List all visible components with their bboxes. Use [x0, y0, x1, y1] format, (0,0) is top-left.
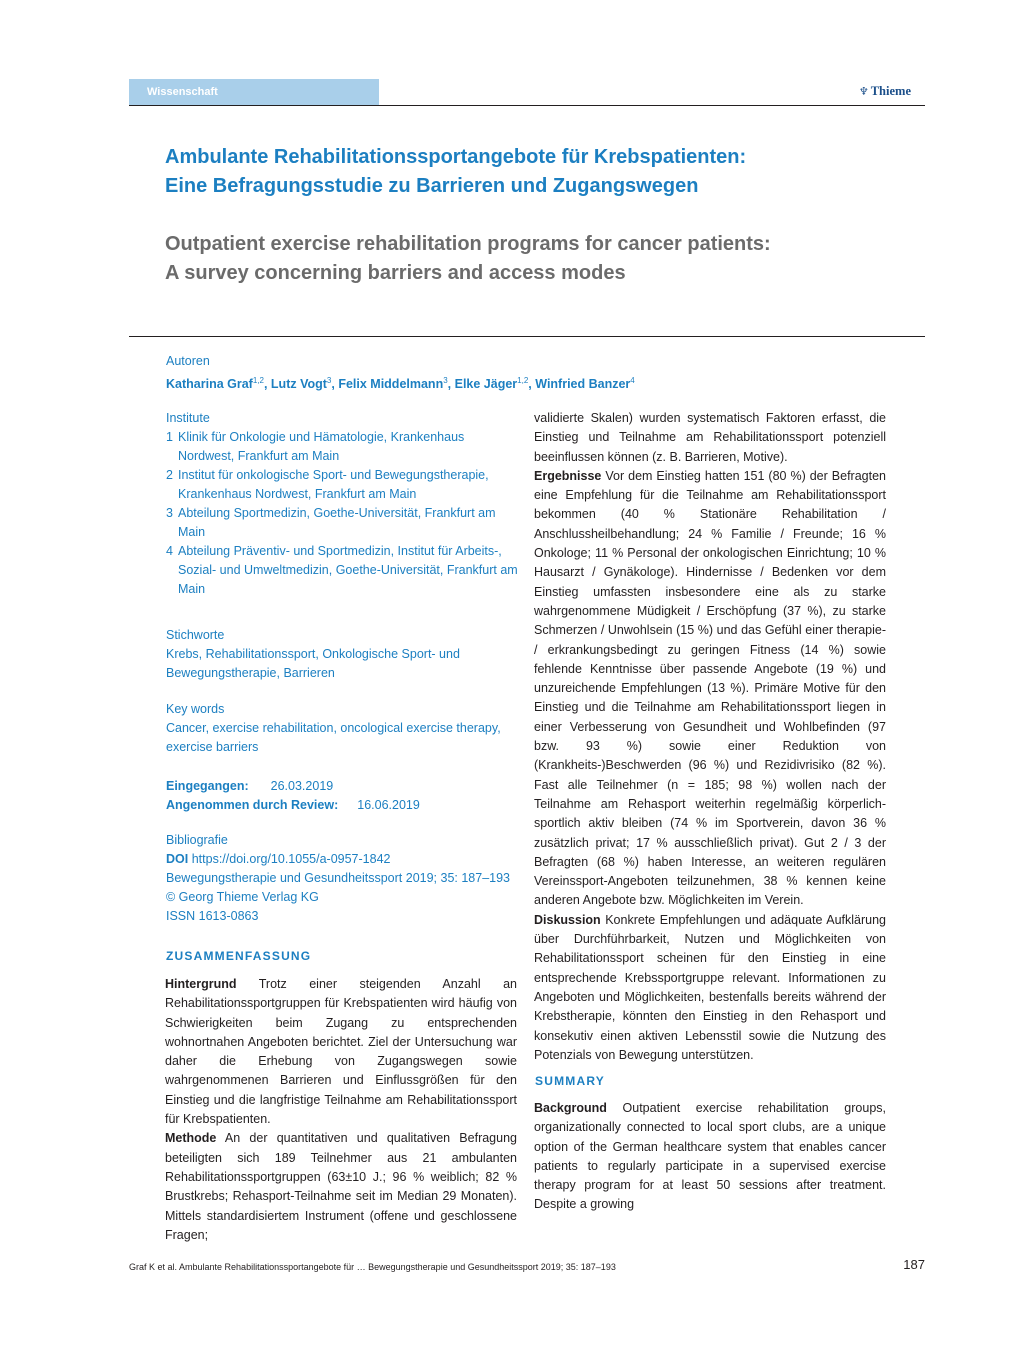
- institutes-label: Institute: [166, 411, 210, 425]
- methode-text: An der quantitativen und qualitativen Befragung beteiligten sich 189 Teilnehmer aus 21 ambulanten Rehabilitationssportgruppen (63±10 J.; 96 % weiblich; 82 % Brustkrebs; Rehasport-Teilnahme seit im Median 29 Monaten). Mittels standardisiertem Instrument (offene und geschlossene Fragen;: [165, 1131, 517, 1242]
- author-list: [166, 371, 686, 394]
- author-separator: ,: [331, 377, 339, 392]
- summary-text: [534, 1099, 886, 1215]
- keywords-en-block: [166, 700, 518, 757]
- hintergrund-label: Hintergrund: [165, 977, 237, 991]
- institute-number: 1: [166, 430, 173, 444]
- authors-block: [166, 352, 686, 394]
- section-label: Wissenschaft: [129, 79, 379, 105]
- publisher-logo: [859, 82, 911, 101]
- diskussion-label: Diskussion: [534, 912, 601, 927]
- author-separator: ,: [447, 377, 455, 392]
- author-name: Felix Middelmann: [338, 377, 444, 392]
- author-name: Katharina Graf: [166, 377, 253, 392]
- english-title-line-2: A survey concerning barriers and access modes: [165, 262, 626, 284]
- keywords-de-label: Stichworte: [166, 628, 225, 642]
- institute-item: [166, 428, 518, 466]
- footer-citation: Graf K et al. Ambulante Rehabilitationssportangebote für … Bewegungstherapie und Gesundheitssport 2019; 35: 187–193: [129, 1262, 616, 1272]
- keywords-en-label: Key words: [166, 702, 225, 716]
- english-title-line-1: Outpatient exercise rehabilitation programs for cancer patients:: [165, 233, 771, 255]
- diskussion-text: Konkrete Empfehlungen und adäquate Aufklärung über Durchführbarkeit, Nutzen und Möglichkeiten von Rehabilitationssport scheinen für den Einstieg in eine entsprechende Krebssportgruppe relevant. Informationen zu Angeboten und Möglichkeiten, bestenfalls bereits während der Krebstherapie, könnten den Einstieg in den Rehasport und konsekutiv einen aktiven Lebensstil sowie die Nutzung des Potenzials von Bewegung unterstützen.: [534, 912, 886, 1062]
- german-title: [165, 143, 905, 201]
- institute-number: 2: [166, 468, 173, 482]
- institute-text: Klinik für Onkologie und Hämatologie, Krankenhaus Nordwest, Frankfurt am Main: [178, 430, 465, 463]
- institute-text: Abteilung Sportmedizin, Goethe-Universität, Frankfurt am Main: [178, 506, 496, 539]
- publisher-name: Thieme: [870, 84, 911, 98]
- received-label: Eingegangen:: [166, 779, 249, 793]
- zusammenfassung-right-text: [534, 409, 886, 1065]
- background-text: Outpatient exercise rehabilitation groups, organizationally connected to local sport clubs, are a unique option of the German healthcare system that enables cancer patients to regularly participate in a supervised exercise therapy program for at least 50 sessions after treatment. Despite a growing: [534, 1101, 887, 1212]
- keywords-en-text: Cancer, exercise rehabilitation, oncological exercise therapy, exercise barriers: [166, 721, 501, 754]
- summary-heading: SUMMARY: [535, 1074, 605, 1088]
- author-separator: ,: [528, 377, 536, 392]
- ergebnisse-label: Ergebnisse: [534, 468, 602, 483]
- bibliography-label: Bibliografie: [166, 833, 228, 847]
- institutes-block: [166, 409, 518, 599]
- accepted-date: 16.06.2019: [357, 798, 420, 812]
- received-date: 26.03.2019: [270, 779, 334, 793]
- page-number: 187: [903, 1257, 925, 1272]
- background-label: Background: [534, 1101, 607, 1115]
- methode-label: Methode: [165, 1131, 217, 1146]
- accepted-row: [166, 796, 518, 815]
- keywords-de-block: [166, 626, 518, 683]
- author-affiliation: 3: [326, 376, 332, 385]
- author-affiliation: 3: [443, 376, 448, 385]
- doi-link[interactable]: https://doi.org/10.1055/a-0957-1842: [191, 852, 391, 866]
- issn: ISSN 1613-0863: [166, 909, 259, 923]
- doi-row: [166, 850, 526, 869]
- institute-text: Abteilung Präventiv- und Sportmedizin, Institut für Arbeits-, Sozial- und Umweltmedizin, Goethe-Universität, Frankfurt am Main: [178, 544, 518, 596]
- keywords-de-text: Krebs, Rehabilitationssport, Onkologische Sport- und Bewegungstherapie, Barrieren: [166, 647, 460, 680]
- author-name: Winfried Banzer: [535, 377, 631, 392]
- bibliography-block: [166, 831, 526, 926]
- institutes-list: [166, 428, 518, 599]
- ergebnisse-text: Vor dem Einstieg hatten 151 (80 %) der Befragten eine Empfehlung für die Teilnahme am Rehabilitationssport bekommen (40 % Stationäre Rehabilitation / Anschlussheilbehandlung; 24 % Familie / Freunde; 16 % Onkologe; 11 % Personal der onkologischen Einrichtung; 10 % Hausarzt / Gynäkologe). Hindernisse / Bedenken vor dem Einstieg umfassten insbesondere eine als zu starke wahrgenommene Müdigkeit / Erschöpfung (37 %), zu starke Schmerzen / Unwohlsein (15 %) und das Gefühl einer therapie- / erkrankungsbedingt zu geringen Fitness (14 %) sowie fehlende Kenntnisse über passende Angebote (19 %) und unzureichende Empfehlungen (13 %). Primäre Motive für den Einstieg und die Teilnahme am Rehabilitationssport liegen in einer Verbesserung von Gesundheit und Wohlbefinden (97 bzw. 93 %) sowie einer Reduktion von (Krankheits-)Beschwerden (96 %) und Rezidivrisiko (82 %). Fast alle Teilnehmer (n = 185; 98 %) wollen nach der Teilnahme am Rehasport weiterhin regelmäßig körperlich-sportlich aktiv bleiben (74 % im Sportverein, davon 36 % zusätzlich privat; 17 % ausschließlich privat). Gut 2 / 3 der Befragten (68 %) haben Interesse, an weiteren regulären Vereinssport-Angeboten teilzunehmen, 38 % kennen keine anderen Angebote bzw. Möglichkeiten im Verein.: [534, 468, 886, 908]
- accepted-label: Angenommen durch Review:: [166, 798, 339, 812]
- institute-number: 4: [166, 544, 173, 558]
- zusammenfassung-heading: ZUSAMMENFASSUNG: [166, 949, 312, 963]
- doi-label: DOI: [166, 852, 189, 866]
- header-divider: [129, 105, 925, 106]
- hintergrund-text: Trotz einer steigenden Anzahl an Rehabilitationssportgruppen für Krebspatienten wird häufig von Schwierigkeiten beim Zugang zu entsprechenden wohnortnahen Angeboten berichtet. Ziel der Untersuchung war daher die Erhebung von Zugangswegen sowie wahrgenommenen Barrieren und Einflussgrößen für den Einstieg und die langfristige Teilnahme am Rehabilitationssport für Krebspatienten.: [165, 977, 517, 1127]
- german-title-line-2: Eine Befragungsstudie zu Barrieren und Zugangswegen: [165, 175, 699, 197]
- english-title: [165, 230, 905, 288]
- methode-text-continued: validierte Skalen) wurden systematisch Faktoren erfasst, die Einstieg und Teilnahme am Rehabilitationssport potenziell beeinflussen können (z. B. Barrieren, Motive).: [534, 411, 886, 464]
- institute-item: [166, 466, 518, 504]
- thieme-crest-icon: ♆: [858, 86, 869, 98]
- received-row: [166, 777, 518, 796]
- zusammenfassung-left-text: [165, 975, 517, 1245]
- institute-text: Institut für onkologische Sport- und Bewegungstherapie, Krankenhaus Nordwest, Frankfurt am Main: [178, 468, 489, 501]
- institute-number: 3: [166, 506, 173, 520]
- author-name: Lutz Vogt: [270, 377, 327, 392]
- author-separator: ,: [263, 377, 271, 392]
- journal-citation: Bewegungstherapie und Gesundheitssport 2019; 35: 187–193: [166, 871, 511, 885]
- copyright: © Georg Thieme Verlag KG: [166, 890, 319, 904]
- title-divider: [129, 336, 925, 337]
- author-affiliation: 1,2: [252, 376, 264, 385]
- institute-item: [166, 504, 518, 542]
- german-title-line-1: Ambulante Rehabilitationssportangebote für Krebspatienten:: [165, 146, 747, 168]
- author-affiliation: 4: [630, 376, 635, 385]
- author-affiliation: 1,2: [517, 376, 529, 385]
- institute-item: [166, 542, 518, 599]
- author-name: Elke Jäger: [454, 377, 518, 392]
- dates-block: [166, 777, 518, 815]
- authors-label: Autoren: [166, 354, 210, 368]
